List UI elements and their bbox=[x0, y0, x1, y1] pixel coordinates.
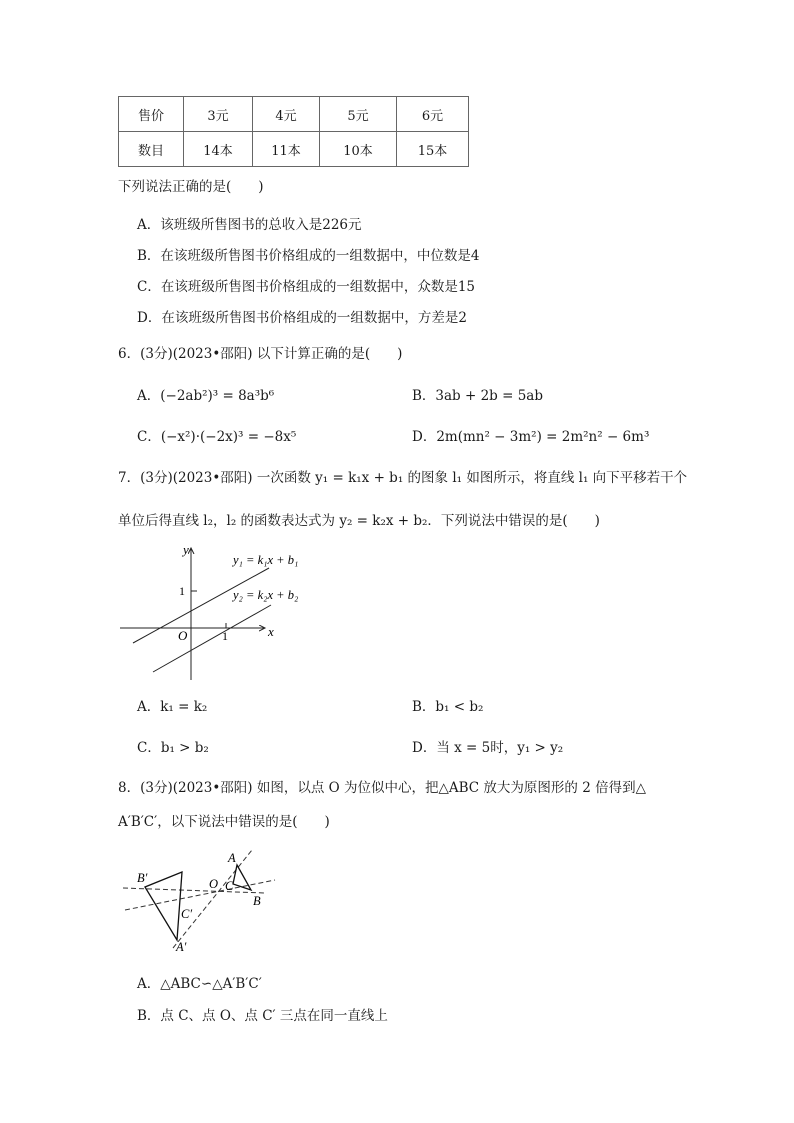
q7-option-d: D．当 x = 5时，y₁ > y₂ bbox=[412, 740, 564, 756]
line-l1-label: y₁ = k₁x + b₁ bbox=[233, 553, 299, 567]
x-axis-label: x bbox=[268, 624, 274, 639]
origin-label: O bbox=[178, 628, 188, 643]
q5-option-c: C．在该班级所售图书价格组成的一组数据中，众数是15 bbox=[137, 279, 476, 295]
q7-stem-line2: 单位后得直线 l₂，l₂ 的函数表达式为 y₂ = k₂x + b₂．下列说法中错误的是( ) bbox=[118, 513, 600, 529]
dashed-line-aa bbox=[173, 850, 252, 948]
y-tick-label: 1 bbox=[179, 584, 185, 598]
dashed-line-bb bbox=[123, 888, 265, 893]
price-table bbox=[118, 96, 469, 167]
point-b-label: B bbox=[253, 894, 261, 908]
q7-graph bbox=[115, 540, 315, 685]
q5-option-a: A．该班级所售图书的总收入是226元 bbox=[137, 217, 362, 233]
x-tick-label: 1 bbox=[222, 629, 228, 643]
y-axis-label: y bbox=[183, 542, 189, 557]
q5-stem: 下列说法正确的是( ) bbox=[118, 179, 264, 195]
table-cell: 14本 bbox=[184, 132, 253, 167]
q7-stem-line1: 7．(3分)(2023•邵阳) 一次函数 y₁ = k₁x + b₁ 的图象 l₁ 如图所示，将直线 l₁ 向下平移若干个 bbox=[118, 470, 688, 486]
q8-option-b: B．点 C、点 O、点 C′ 三点在同一直线上 bbox=[137, 1008, 388, 1024]
table-cell: 售价 bbox=[119, 97, 184, 132]
table-cell: 15本 bbox=[397, 132, 469, 167]
table-cell: 5元 bbox=[320, 97, 397, 132]
triangle-abc bbox=[233, 865, 251, 890]
point-b2-label: B′ bbox=[137, 871, 148, 885]
point-o-label: O bbox=[209, 877, 219, 891]
q8-option-a: A．△ABC∽△A′B′C′ bbox=[137, 976, 262, 992]
triangle-a2b2c2 bbox=[145, 872, 182, 940]
line-l2 bbox=[153, 605, 271, 672]
q7-option-c: C．b₁ > b₂ bbox=[137, 740, 209, 756]
q7-option-b: B．b₁ < b₂ bbox=[412, 699, 484, 715]
q5-option-b: B．在该班级所售图书价格组成的一组数据中，中位数是4 bbox=[137, 248, 480, 264]
q7-option-a: A．k₁ = k₂ bbox=[137, 699, 208, 715]
table-cell: 3元 bbox=[184, 97, 253, 132]
q6-stem: 6．(3分)(2023•邵阳) 以下计算正确的是( ) bbox=[118, 346, 403, 362]
table-cell: 11本 bbox=[253, 132, 320, 167]
q8-figure bbox=[115, 848, 285, 960]
line-l1 bbox=[133, 568, 269, 643]
q5-option-d: D．在该班级所售图书价格组成的一组数据中，方差是2 bbox=[137, 310, 467, 326]
table-cell: 4元 bbox=[253, 97, 320, 132]
table-cell: 数目 bbox=[119, 132, 184, 167]
point-c2-label: C′ bbox=[181, 907, 193, 921]
q8-stem-line2: A′B′C′，以下说法中错误的是( ) bbox=[118, 814, 330, 830]
q8-stem-line1: 8．(3分)(2023•邵阳) 如图，以点 O 为位似中心，把△ABC 放大为原图形的 2 倍得到△ bbox=[118, 780, 646, 796]
q6-option-d: D．2m(mn² − 3m²) = 2m²n² − 6m³ bbox=[412, 429, 650, 445]
q6-option-c: C．(−x²)·(−2x)³ = −8x⁵ bbox=[137, 429, 297, 445]
table-row bbox=[119, 97, 469, 132]
point-a2-label: A′ bbox=[176, 940, 187, 954]
q6-option-a: A．(−2ab²)³ = 8a³b⁶ bbox=[137, 388, 275, 404]
point-a-label: A bbox=[228, 851, 236, 865]
table-cell: 6元 bbox=[397, 97, 469, 132]
q6-option-b: B．3ab + 2b = 5ab bbox=[412, 388, 543, 404]
line-l2-label: y₂ = k₂x + b₂ bbox=[233, 588, 299, 602]
point-c-label: C bbox=[225, 879, 234, 893]
table-cell: 10本 bbox=[320, 132, 397, 167]
table-row bbox=[119, 132, 469, 167]
